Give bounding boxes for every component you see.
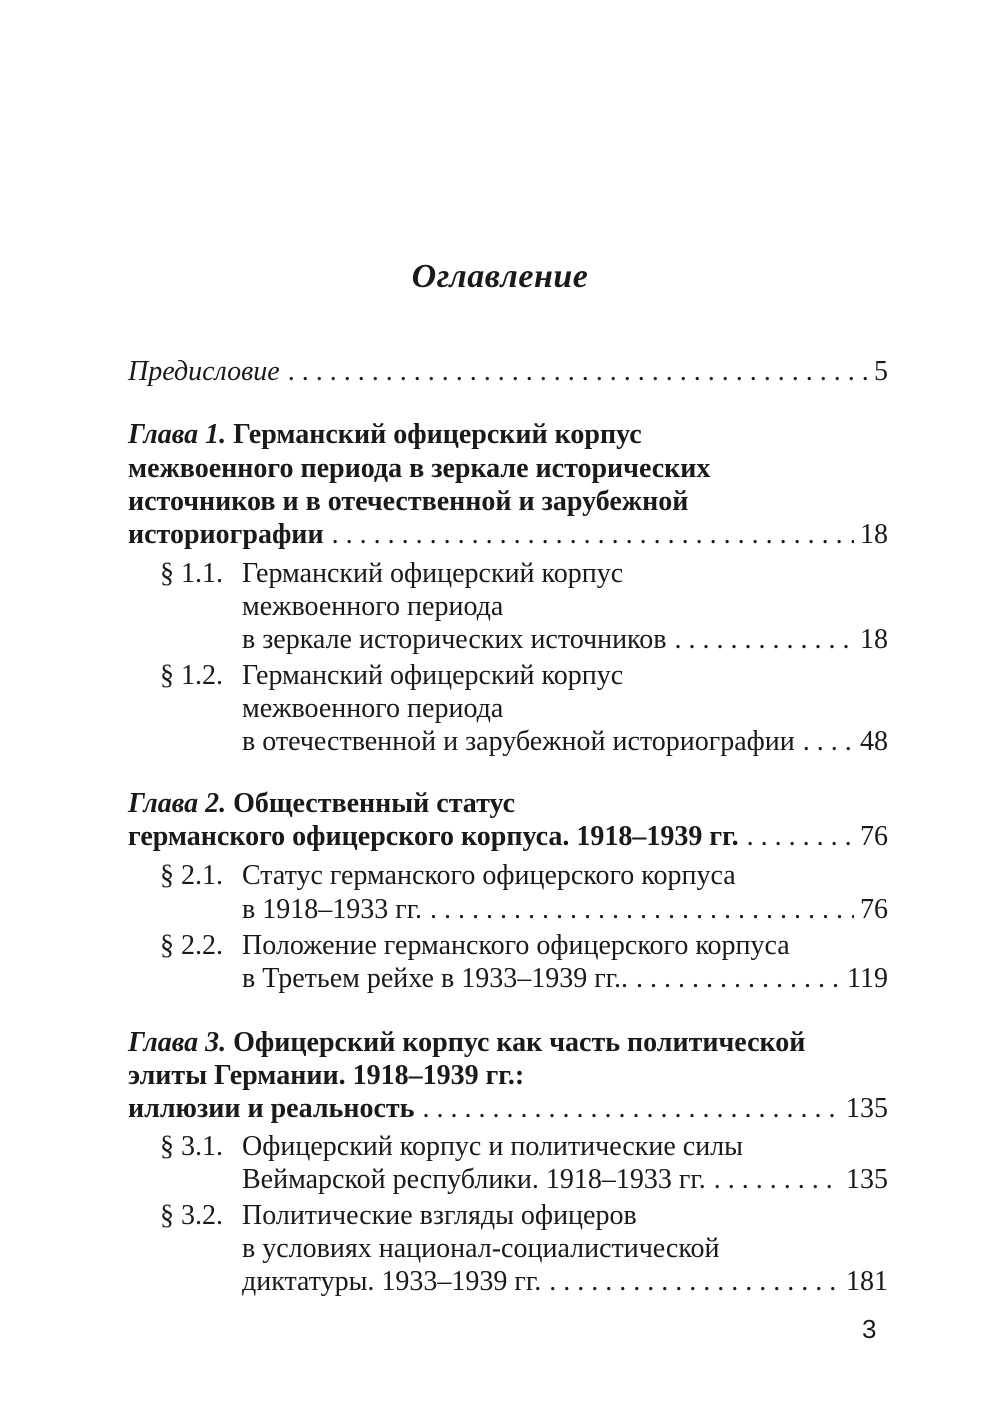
section-title-line: Статус германского офицерского корпуса (242, 860, 736, 891)
section-number: § 3.1. (160, 1131, 223, 1162)
leader-dots (714, 1163, 840, 1197)
chapter-title-line: межвоенного периода в зеркале исторических (128, 453, 711, 484)
chapter-3-heading[interactable] (128, 1026, 805, 1060)
section-title-line: межвоенного периода (242, 591, 504, 622)
toc-entry-chapter-3[interactable] (128, 1092, 888, 1126)
toc-entry-preface[interactable] (128, 355, 888, 389)
section-3-1[interactable] (160, 1130, 223, 1164)
chapter-prefix: Глава 1. (128, 419, 227, 450)
entry-page: 48 (860, 726, 888, 757)
toc-entry-section-1-1[interactable] (242, 623, 888, 657)
section-title-line: в Третьем рейхе в 1933–1939 гг.. (242, 963, 629, 994)
toc-entry-section-2-2[interactable] (242, 962, 888, 996)
section-number: § 3.2. (160, 1200, 223, 1231)
leader-dots (636, 962, 841, 996)
section-title-line: Веймарской республики. 1918–1933 гг. (242, 1164, 706, 1195)
leader-dots (549, 1265, 840, 1299)
toc-entry-section-3-2[interactable] (242, 1265, 888, 1299)
section-title-line: Офицерский корпус и политические силы (242, 1131, 743, 1162)
toc-entry-section-3-1[interactable] (242, 1163, 888, 1197)
entry-label: Предисловие (128, 356, 280, 387)
chapter-title-line: германского офицерского корпуса. 1918–1939 гг. (128, 821, 739, 852)
leader-dots (332, 518, 854, 552)
leader-dots (803, 725, 854, 759)
section-title-line: в отечественной и зарубежной историографии (242, 726, 795, 757)
chapter-prefix: Глава 3. (128, 1027, 227, 1058)
section-title-line: Положение германского офицерского корпуса (242, 930, 790, 961)
chapter-2-heading[interactable] (128, 787, 515, 821)
entry-page: 181 (846, 1266, 888, 1297)
section-title-line: диктатуры. 1933–1939 гг. (242, 1266, 542, 1297)
chapter-title-line: иллюзии и реальность (128, 1093, 415, 1124)
toc-entry-section-1-2[interactable] (242, 725, 888, 759)
section-3-2[interactable] (160, 1199, 223, 1233)
toc-entry-section-2-1[interactable] (242, 893, 888, 927)
chapter-title-line: источников и в отечественной и зарубежной (128, 486, 689, 517)
section-title-line: в условиях национал-социалистической (242, 1233, 720, 1264)
entry-page: 18 (860, 624, 888, 655)
entry-page: 119 (847, 963, 888, 994)
section-2-2[interactable] (160, 929, 223, 963)
section-2-1[interactable] (160, 859, 223, 893)
section-title-line: Германский офицерский корпус (242, 660, 624, 691)
section-title-line: Политические взгляды офицеров (242, 1200, 637, 1231)
toc-entry-chapter-2[interactable] (128, 820, 888, 854)
chapter-title-line: историографии (128, 519, 324, 550)
entry-page: 76 (860, 894, 888, 925)
section-title-line: Германский офицерский корпус (242, 558, 624, 589)
section-title-line: в 1918–1933 гг. (242, 894, 423, 925)
section-title-line: в зеркале исторических источников (242, 624, 667, 655)
chapter-title-line: Германский офицерский корпус (233, 419, 642, 450)
chapter-title-line: Общественный статус (233, 788, 516, 819)
chapter-title-line: Офицерский корпус как часть политической (233, 1027, 806, 1058)
entry-page: 76 (860, 821, 888, 852)
leader-dots (747, 820, 854, 854)
section-number: § 1.1. (160, 558, 223, 589)
chapter-title-line: элиты Германии. 1918–1939 гг.: (128, 1060, 525, 1091)
section-1-1[interactable] (160, 557, 223, 591)
section-title-line: межвоенного периода (242, 693, 504, 724)
entry-page: 135 (846, 1164, 888, 1195)
section-number: § 1.2. (160, 660, 223, 691)
leader-dots (430, 893, 854, 927)
chapter-prefix: Глава 2. (128, 788, 227, 819)
section-number: § 2.2. (160, 930, 223, 961)
leader-dots (674, 623, 854, 657)
entry-page: 5 (874, 356, 888, 387)
chapter-1-heading[interactable] (128, 418, 642, 452)
leader-dots (422, 1092, 840, 1126)
leader-dots (288, 355, 868, 389)
entry-page: 18 (860, 519, 888, 550)
page-number: 3 (862, 1314, 877, 1344)
section-number: § 2.1. (160, 860, 223, 891)
toc-entry-chapter-1[interactable] (128, 518, 888, 552)
section-1-2[interactable] (160, 659, 223, 693)
page-title: Оглавление (411, 258, 589, 295)
entry-page: 135 (846, 1093, 888, 1124)
